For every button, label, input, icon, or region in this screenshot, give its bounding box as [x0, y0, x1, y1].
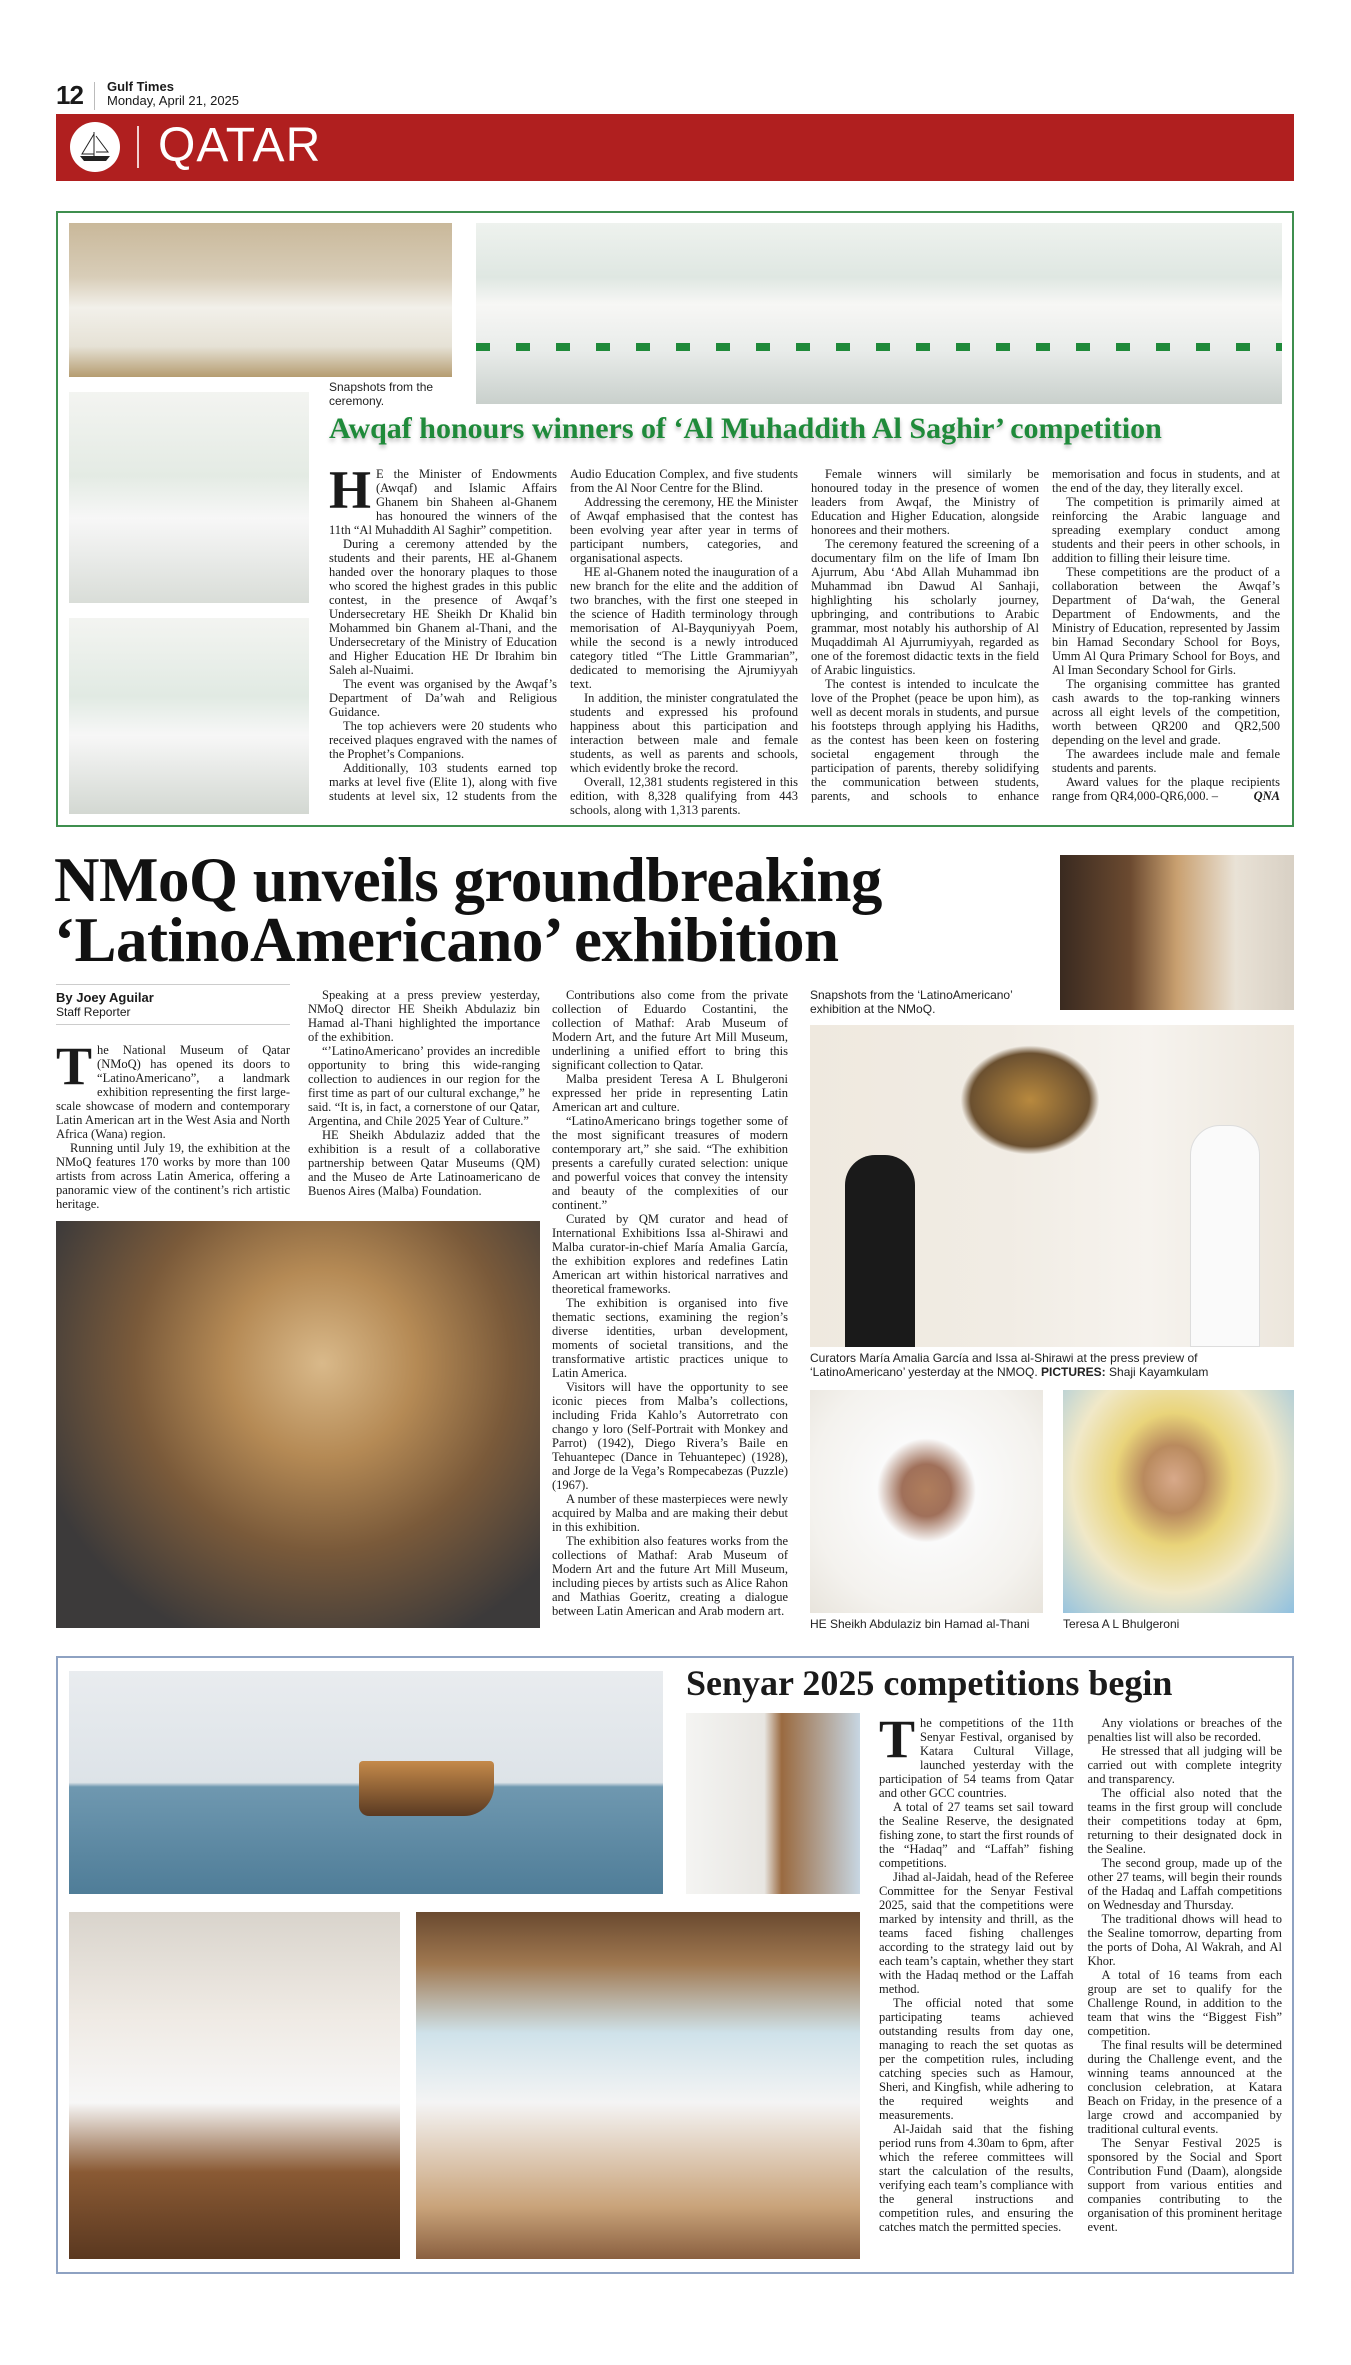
issue-date: Monday, April 21, 2025: [107, 93, 240, 108]
caption-text: Curators María Amalia García and Issa al-Shirawi at the press preview of ‘LatinoAmericano’ yesterday at the NMOQ.: [810, 1351, 1198, 1379]
paragraph: The competition is primarily aimed at reinforcing the Arabic language and spreading exemplary conduct among students and their peers in other schools, in addition to filling their leisure time.: [1052, 495, 1280, 565]
photo-fish-catch: [416, 1912, 860, 2259]
paragraph: The exhibition is organised into five thematic sections, examining the region’s diverse identities, urban development, moments of societal transitions, and the transformative artistic practices unique to Latin America.: [552, 1296, 788, 1380]
senyar-headline: Senyar 2025 competitions begin: [686, 1663, 1173, 1703]
headline-line: ‘LatinoAmericano’ exhibition: [54, 905, 839, 975]
page-number: 12: [56, 80, 83, 110]
paragraph: He stressed that all judging will be carried out with complete integrity and transparency.: [1087, 1744, 1282, 1786]
paragraph: The Senyar Festival 2025 is sponsored by the Social and Sport Contribution Fund (Daam), alongside support from various entities and companies contributing to the organisation of this prominent heritage event.: [1087, 2136, 1282, 2234]
paragraph: During a ceremony attended by the students and their parents, HE al-Ghanem handed over the honorary plaques to those who scored the highest grades in this public contest, in the presence of Awqaf’s Undersecretary HE Sheikh Dr Khalid bin Mohammed bin Ghanem al-Thani, and the Undersecretary of the Ministry of Education and Higher Education HE Dr Ibrahim bin Saleh al-Nuaimi.: [329, 537, 557, 677]
photo-painting: [56, 1221, 540, 1628]
paragraph: The competitions of the 11th Senyar Festival, organised by Katara Cultural Village, launched yesterday with the participation of 54 teams from Qatar and other GCC countries.: [879, 1716, 1074, 1800]
paragraph: Speaking at a press preview yesterday, NMoQ director HE Sheikh Abdulaziz bin Hamad al-Thani highlighted the importance of the exhibition.: [308, 988, 540, 1044]
photo-ceremony-audience: [69, 223, 452, 377]
senyar-article-body: [879, 1716, 1282, 2264]
paragraph: The National Museum of Qatar (NMoQ) has opened its doors to “LatinoAmericano”, a landmark exhibition representing the first large-scale showcase of modern and contemporary Latin American art in the West Asia and North Africa (Wana) region.: [56, 1043, 290, 1141]
paragraph: Award values for the plaque recipients range from QR4,000-QR6,000. –: [1052, 775, 1280, 803]
paragraph: Al-Jaidah said that the fishing period runs from 4.30am to 6pm, after which the referee committees will start the calculation of the results, verifying each team’s compliance with the general instructions and competition rules, and ensuring the catches match the permitted species.: [879, 2122, 1074, 2234]
divider: [94, 82, 95, 110]
paragraph: Running until July 19, the exhibition at the NMoQ features 170 works by more than 100 artists from across Latin America, offering a panoramic view of the continent’s rich artistic heritage.: [56, 1141, 290, 1211]
paragraph: HE al-Ghanem noted the inauguration of a new branch for the elite and the addition of two branches, with the first one steeped in the science of Hadith terminology through memorisation of Al-Bayquniyyah Poem, while the second is a newly introduced category titled “The Little Grammarian”, dedicated to memorising the Ajrumiyyah text.: [570, 565, 798, 691]
divider: [56, 1024, 290, 1025]
nmoq-headline: [54, 845, 1054, 975]
photo-plaque-handover-1: [69, 392, 309, 603]
photo-caption: Snapshots from the ‘LatinoAmericano’ exhibition at the NMoQ.: [810, 988, 1013, 1016]
paragraph: These competitions are the product of a collaboration between the Awqaf’s Department of Da‘wah, the General Department of Endowments, and the Ministry of Education, represented by Jassim bin Hamad Secondary School for Boys, Umm Al Qura Primary School for Boys, and Al Iman Secondary School for Girls.: [1052, 565, 1280, 677]
news-agency-credit: QNA: [1253, 789, 1280, 803]
paragraph: A total of 27 teams set sail toward the Sealine Reserve, the designated fishing zone, to start the first rounds of the “Hadaq” and “Laffah” fishing competitions.: [879, 1800, 1074, 1870]
paragraph: “LatinoAmericano brings together some of the most significant treasures of modern contemporary art,” she said. “The exhibition presents a carefully curated selection: unique and powerful voices that convey the intensity and beauty of the complexities of our continent.”: [552, 1114, 788, 1212]
photo-caption: Teresa A L Bhulgeroni: [1063, 1617, 1180, 1631]
photo-plaque-handover-2: [69, 618, 309, 814]
divider: [56, 984, 290, 985]
paragraph: In addition, the minister congratulated the students and expressed his profound happiness about this participation and interaction between male and female students, as well as parents and schools, which evidently broke the record.: [570, 691, 798, 775]
photo-crew-on-deck: [69, 1912, 400, 2259]
photo-curators: [810, 1025, 1294, 1347]
photo-visitor-phone: [1060, 855, 1294, 1010]
awqaf-article-body: [329, 467, 1280, 823]
nmoq-column-2: [308, 988, 540, 1216]
paragraph: The final results will be determined during the Challenge event, and the winning teams announced at the conclusion celebration, at Katara Beach on Friday, in the presence of a large crowd and accompanied by traditional cultural events.: [1087, 2038, 1282, 2136]
photo-caption: HE Sheikh Abdulaziz bin Hamad al-Thani: [810, 1617, 1030, 1631]
photo-teresa-bhulgeroni: [1063, 1390, 1294, 1613]
paragraph: HE Sheikh Abdulaziz added that the exhibition is a result of a collaborative partnership between Qatar Museums (QM) and the Museo de Arte Latinoamericano de Buenos Aires (Malba) Foundation.: [308, 1128, 540, 1198]
paragraph: “’LatinoAmericano’ provides an incredible opportunity to bring this wide-ranging collection to audiences in our region for the first time as part of our cultural exchange,” he said. “It is, in fact, a cornerstone of our Qatar, Argentina, and Chile 2025 Year of Culture.”: [308, 1044, 540, 1128]
byline: By Joey Aguilar: [56, 990, 154, 1005]
paragraph: Overall, 12,381 students registered in this edition, with 8,328 qualifying from 443 schools, along with 1,313 parents.: [570, 775, 798, 817]
pictures-label: PICTURES:: [1041, 1365, 1106, 1379]
photo-winners-group: [476, 223, 1282, 404]
paragraph: Jihad al-Jaidah, head of the Referee Committee for the Senyar Festival 2025, said that the competitions were marked by intensity and thrill, as the teams faced fishing challenges according to the strategy laid out by each team’s captain, whether they start with the Hadaq method or the Laffah method.: [879, 1870, 1074, 1996]
curator-figure: [1190, 1125, 1260, 1347]
photo-caption-curators: [810, 1351, 1294, 1379]
paragraph: Additionally, 103 students earned top marks at level five (Elite 1), along with five students at level six, 12 students from the Audio Education Complex, and five students from the Al Noor Centre for the Blind.: [329, 467, 798, 803]
nmoq-column-3: [552, 988, 788, 1630]
paragraph: The top achievers were 20 students who received plaques engraved with the names of the Prophet’s Companions.: [329, 719, 557, 761]
paragraph: The awardees include male and female students and parents.: [1052, 747, 1280, 775]
photo-sheikh-abdulaziz: [810, 1390, 1043, 1613]
photo-fisherman: [686, 1713, 860, 1894]
paragraph: The exhibition also features works from the collections of Mathaf: Arab Museum of Modern Art and the future Art Mill Museum, including pieces by artists such as Alice Rahon and Mathias Goeritz, creating a dialogue between Latin American and Arab modern art.: [552, 1534, 788, 1618]
paragraph: The contest is intended to inculcate the love of the Prophet (peace be upon him), as well as decent morals in students, and pursue his footsteps through applying his Hadiths, as the contest has been keen on fostering societal engagement through the participation of parents, thereby solidifying the communication between students, parents, and schools to enhance memorisation and focus in students, and at the end of the day, they literally excel.: [811, 467, 1280, 803]
headline-line: NMoQ unveils groundbreaking: [54, 845, 882, 915]
paragraph: The event was organised by the Awqaf’s Department of Da’wah and Religious Guidance.: [329, 677, 557, 719]
paragraph: The organising committee has granted cash awards to the top-ranking winners across all eight levels of the competition, worth between QR200 and QR2,500 depending on the level and grade.: [1052, 677, 1280, 747]
curator-figure: [845, 1155, 915, 1347]
divider: [137, 126, 139, 168]
paragraph: Curated by QM curator and head of International Exhibitions Issa al-Shirawi and Malba curator-in-chief María Amalia García, the exhibition explores and redefines Latin American art within historical narratives and theoretical frameworks.: [552, 1212, 788, 1296]
paragraph: The ceremony featured the screening of a documentary film on the life of Imam Ibn Ajurrum, Abu ‘Abd Allah Muhammad ibn Muhammad ibn Dawud Al Sanhaji, highlighting his scholarly journey, upbringing, and contributions to Arabic grammar, most notably his authorship of Al Muqaddimah Al Ajurrumiyyah, regarded as one of the foremost didactic texts in the field of Arabic linguistics.: [811, 537, 1039, 677]
paragraph: Contributions also come from the private collection of Eduardo Costantini, the collection of Mathaf: Arab Museum of Modern Art, and the future Art Mill Museum, underlining a unified effort to bring this significant collection to Qatar.: [552, 988, 788, 1072]
paragraph: The second group, made up of the other 27 teams, will begin their rounds of the Hadaq and Laffah competitions on Wednesday and Thursday.: [1087, 1856, 1282, 1912]
dhow-boat: [359, 1761, 494, 1816]
paragraph: A total of 16 teams from each group are set to qualify for the Challenge Round, in addition to the team that wins the “Biggest Fish” competition.: [1087, 1968, 1282, 2038]
section-title: QATAR: [158, 119, 322, 172]
photo-dhow-at-sea: [69, 1671, 663, 1894]
newspaper-name: Gulf Times: [107, 79, 174, 94]
paragraph: Visitors will have the opportunity to see iconic pieces from Malba’s collections, including Frida Kahlo’s Autorretrato con chango y loro (Self-Portrait with Monkey and Parrot) (1942), Diego Rivera’s Baile en Tehuantepec (Dance in Tehuantepec) (1928), and Jorge de la Vega’s Rompecabezas (Puzzle) (1967).: [552, 1380, 788, 1492]
paragraph: The official noted that some participating teams achieved outstanding results from day one, managing to reach the set quotas as per the competition rules, including catching species such as Hamour, Sheri, and Kingfish, while adhering to the required weights and measurements.: [879, 1996, 1074, 2122]
photo-caption: Snapshots from the ceremony.: [329, 380, 434, 408]
paragraph: Malba president Teresa A L Bhulgeroni expressed her pride in representing Latin American art and culture.: [552, 1072, 788, 1114]
plaques-row: [476, 343, 1282, 351]
awqaf-headline: Awqaf honours winners of ‘Al Muhaddith Al Saghir’ competition: [329, 412, 1162, 445]
paragraph: Female winners will similarly be honoured today in the presence of women leaders from Awqaf, the Ministry of Education and Higher Education, alongside honorees and their mothers.: [811, 467, 1039, 537]
paragraph: Addressing the ceremony, HE the Minister of Awqaf emphasised that the contest has been evolving year after year in terms of participant numbers, categories, and organisational aspects.: [570, 495, 798, 565]
paragraph: A number of these masterpieces were newly acquired by Malba and are making their debut in this exhibition.: [552, 1492, 788, 1534]
sculpture: [960, 1045, 1100, 1155]
byline-role: Staff Reporter: [56, 1005, 131, 1019]
paragraph: The traditional dhows will head to the Sealine tomorrow, departing from the ports of Doha, Al Wakrah, and Al Khor.: [1087, 1912, 1282, 1968]
dhow-icon: [70, 122, 120, 172]
nmoq-column-1: [56, 1043, 290, 1215]
photo-credit: Shaji Kayamkulam: [1109, 1365, 1209, 1379]
paragraph: The official also noted that the teams in the first group will conclude their competitions today at 6pm, returning to their designated dock in the Sealine.: [1087, 1786, 1282, 1856]
paragraph: Any violations or breaches of the penalties list will also be recorded.: [1087, 1716, 1282, 1744]
paragraph: HE the Minister of Endowments (Awqaf) and Islamic Affairs Ghanem bin Shaheen al-Ghanem has honoured the winners of the 11th “Al Muhaddith Al Saghir” competition.: [329, 467, 557, 537]
